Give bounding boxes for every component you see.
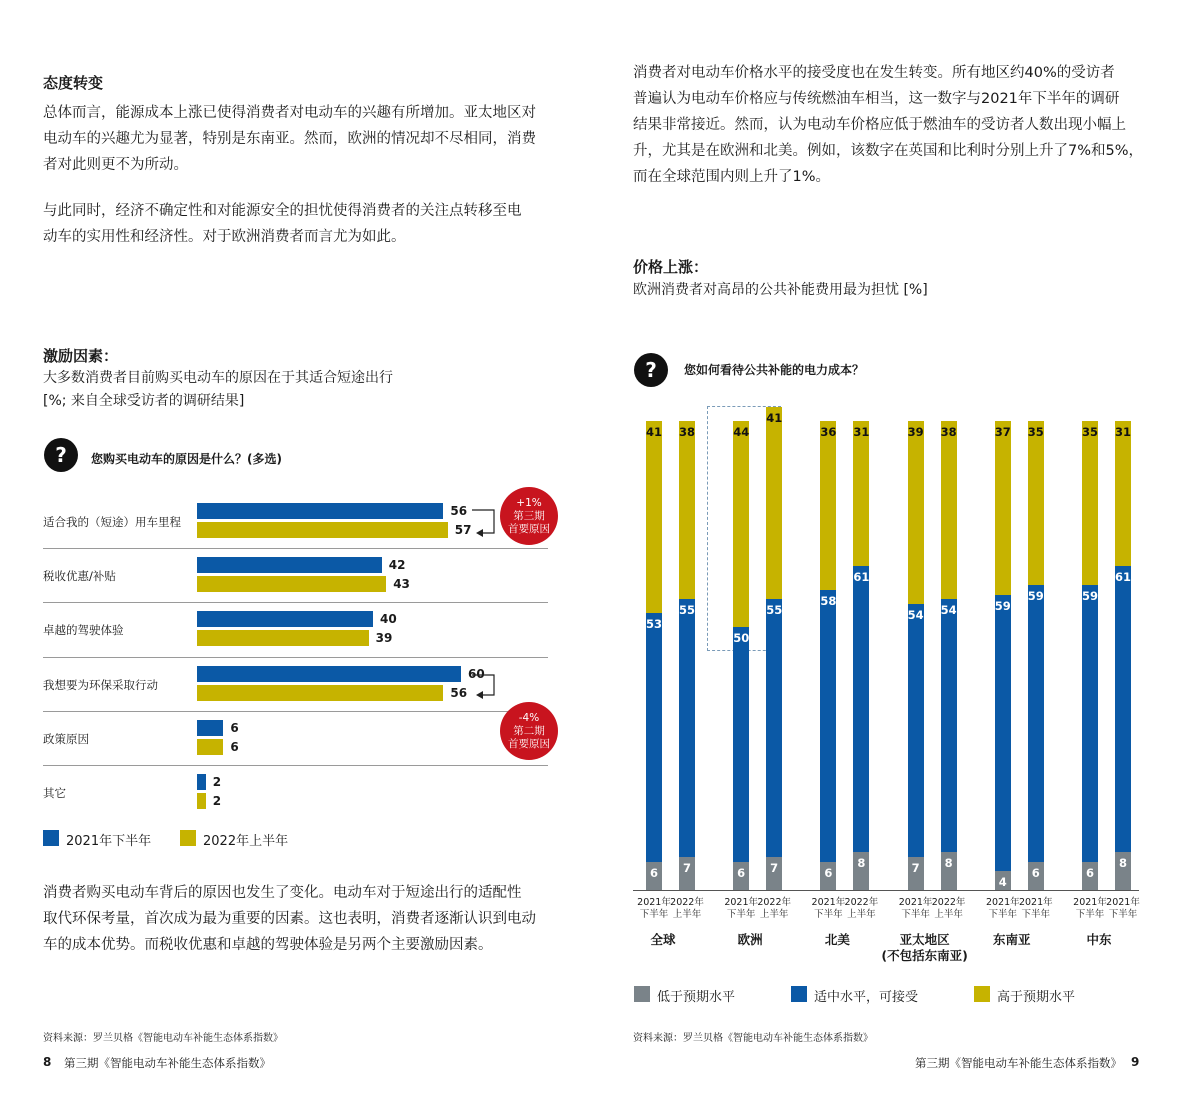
stack-segment xyxy=(820,590,836,862)
subtitle-line: [%; 来自全球受访者的调研结果] xyxy=(43,393,245,409)
stack-segment xyxy=(908,421,924,604)
paragraph-line: 消费者购买电动车背后的原因也发生了变化。电动车对于短途出行的适配性 xyxy=(43,885,522,901)
legend-label-below: 低于预期水平 xyxy=(657,990,736,1005)
bar-value: 40 xyxy=(380,612,397,627)
source-note: 资料来源：罗兰贝格《智能电动车补能生态体系指数》 xyxy=(43,1033,283,1044)
stack-segment xyxy=(1028,585,1044,862)
period-label xyxy=(665,897,709,921)
bar-value: 43 xyxy=(393,577,410,592)
stack-segment xyxy=(1082,421,1098,585)
period-line: 2022年 xyxy=(931,897,966,908)
segment-value: 55 xyxy=(766,603,783,618)
stack-segment xyxy=(766,407,782,599)
stack-segment xyxy=(646,421,662,613)
segment-value: 50 xyxy=(733,631,750,646)
question-icon: ? xyxy=(44,438,78,472)
paragraph-line: 总体而言，能源成本上涨已使得消费者对电动车的兴趣有所增加。亚太地区对 xyxy=(43,105,536,121)
period-line: 2021年 xyxy=(1106,897,1140,908)
period-line: 上半年 xyxy=(847,909,876,920)
paragraph-line: 电动车的兴趣尤为显著，特别是东南亚。然而，欧洲的情况却不尽相同，消费 xyxy=(43,131,536,147)
stack-segment xyxy=(820,421,836,590)
period-line: 下半年 xyxy=(1021,909,1051,920)
segment-value: 31 xyxy=(853,425,870,439)
paragraph-line: 普遍认为电动车价格应与传统燃油车相当，这一数字与2021年下半年的调研 xyxy=(633,91,1120,107)
stack-segment xyxy=(941,421,957,599)
chart-title: 价格上涨： xyxy=(633,258,709,276)
publication-footer: 第三期《智能电动车补能生态体系指数》 xyxy=(64,1056,271,1070)
segment-value: 8 xyxy=(1118,856,1127,871)
segment-value: 53 xyxy=(646,617,663,632)
period-line: 2021年 xyxy=(637,897,671,908)
segment-value: 38 xyxy=(679,425,696,439)
paragraph-line: 与此同时，经济不确定性和对能源安全的担忧使得消费者的关注点转移至电 xyxy=(43,203,522,219)
category-label: 适合我的（短途）用车里程 xyxy=(43,515,181,529)
stack-segment xyxy=(679,599,695,857)
segment-value: 7 xyxy=(682,861,691,876)
paragraph-line: 动车的实用性和经济性。对于欧洲消费者而言尤为如此。 xyxy=(43,229,406,245)
bar-value: 6 xyxy=(230,720,239,735)
segment-value: 58 xyxy=(820,593,837,608)
period-line: 2021年 xyxy=(1073,897,1107,908)
segment-value: 41 xyxy=(646,425,663,439)
period-label xyxy=(927,897,971,921)
stack-segment xyxy=(995,595,1011,872)
paragraph-line: 而在全球范围内则上升了1%。 xyxy=(633,169,831,185)
segment-value: 6 xyxy=(649,865,658,880)
segment-value: 61 xyxy=(853,570,870,585)
stack-segment xyxy=(908,604,924,857)
segment-value: 41 xyxy=(766,410,783,425)
paragraph-line: 取代环保考量，首次成为最为重要的因素。这也表明，消费者逐渐认识到电动 xyxy=(43,911,536,927)
stack-segment xyxy=(1082,585,1098,862)
period-line: 上半年 xyxy=(759,909,789,920)
segment-value: 44 xyxy=(733,425,750,439)
period-label xyxy=(1101,897,1145,921)
bar-value: 42 xyxy=(388,558,406,573)
legend-label-moderate: 适中水平，可接受 xyxy=(814,990,919,1005)
stack-segment xyxy=(766,599,782,857)
period-line: 下半年 xyxy=(639,909,669,920)
period-label xyxy=(752,897,796,921)
period-line: 下半年 xyxy=(901,909,930,920)
segment-value: 35 xyxy=(1082,425,1099,439)
chart-subtitle: 欧洲消费者对高昂的公共补能费用最为担忧 [%] xyxy=(633,282,928,298)
bar-value: 56 xyxy=(450,504,468,518)
section-title: 态度转变 xyxy=(43,74,104,92)
period-line: 2021年 xyxy=(724,897,759,908)
region-line: 北美 xyxy=(824,932,850,947)
period-line: 2021年 xyxy=(898,897,933,908)
legend-label-2022h1: 2022年上半年 xyxy=(203,834,289,849)
segment-value: 36 xyxy=(820,425,837,439)
question-icon: ? xyxy=(634,353,668,387)
segment-value: 6 xyxy=(1031,865,1040,880)
period-line: 下半年 xyxy=(726,909,756,920)
paragraph-line: 升，尤其是在欧洲和北美。例如，该数字在英国和比利时分别上升了7%和5%， xyxy=(633,143,1144,159)
segment-value: 7 xyxy=(911,861,920,876)
legend-label-2021h2: 2021年下半年 xyxy=(66,834,152,849)
badge-label: 首要原因 xyxy=(508,522,550,535)
period-line: 下半年 xyxy=(1075,909,1105,920)
category-label: 卓越的驾驶体验 xyxy=(43,623,124,638)
stack-segment xyxy=(679,421,695,599)
subtitle-line: 大多数消费者目前购买电动车的原因在于其适合短途出行 xyxy=(43,370,393,386)
period-line: 2022年 xyxy=(670,897,704,908)
segment-value: 54 xyxy=(940,603,957,618)
stack-segment xyxy=(733,421,749,627)
region-line: 中东 xyxy=(1086,932,1112,947)
source-note: 资料来源：罗兰贝格《智能电动车补能生态体系指数》 xyxy=(633,1033,873,1044)
bar-value: 6 xyxy=(230,739,239,754)
stack-segment xyxy=(733,627,749,862)
bar-value: 56 xyxy=(450,685,468,700)
bar-value: 60 xyxy=(468,666,485,681)
period-line: 2021年 xyxy=(1018,897,1053,908)
paragraph-line: 车的成本优势。而税收优惠和卓越的驾驶体验是另两个主要激励因素。 xyxy=(43,937,493,953)
badge-change: -4% xyxy=(518,711,540,724)
category-label: 我想要为环保采取行动 xyxy=(43,677,158,692)
badge-label: 首要原因 xyxy=(508,737,550,750)
segment-value: 39 xyxy=(907,425,924,439)
chart-title: 激励因素： xyxy=(43,347,119,365)
period-label xyxy=(1014,897,1058,921)
segment-value: 7 xyxy=(770,861,779,876)
period-line: 上半年 xyxy=(934,909,963,920)
bar-value: 39 xyxy=(375,631,393,646)
period-label xyxy=(839,897,883,921)
legend-swatch-above xyxy=(974,986,990,1002)
period-line: 2022年 xyxy=(844,897,879,908)
segment-value: 6 xyxy=(1085,865,1094,880)
category-label: 其它 xyxy=(43,786,66,800)
survey-question: 您购买电动车的原因是什么？(多选) xyxy=(91,452,282,466)
period-line: 2021年 xyxy=(811,897,846,908)
period-line: 2022年 xyxy=(757,897,792,908)
region-line: 东南亚 xyxy=(993,932,1031,947)
segment-value: 6 xyxy=(737,865,746,880)
bar-value: 2 xyxy=(212,775,222,789)
badge-change: +1% xyxy=(516,496,542,509)
legend-label-above: 高于预期水平 xyxy=(997,990,1076,1005)
segment-value: 59 xyxy=(1027,589,1044,604)
bar-value: 2 xyxy=(212,794,222,808)
segment-value: 35 xyxy=(1027,425,1044,439)
legend-swatch-below xyxy=(634,986,650,1002)
page-number: 8 xyxy=(43,1055,52,1069)
segment-value: 55 xyxy=(679,603,696,618)
segment-value: 37 xyxy=(994,425,1011,439)
stack-segment xyxy=(853,566,869,852)
region-line: 全球 xyxy=(650,932,676,947)
segment-value: 31 xyxy=(1115,425,1132,439)
stack-segment xyxy=(1115,421,1131,566)
stack-segment xyxy=(1028,421,1044,585)
badge-period: 第二期 xyxy=(513,724,545,737)
segment-value: 8 xyxy=(857,856,866,871)
region-line: 亚太地区 xyxy=(899,932,950,947)
page-number: 9 xyxy=(1131,1055,1140,1069)
paragraph-line: 结果非常接近。然而，认为电动车价格应低于燃油车的受访者人数出现小幅上 xyxy=(633,117,1126,133)
segment-value: 4 xyxy=(998,875,1007,890)
region-line: (不包括东南亚) xyxy=(881,948,968,963)
stack-segment xyxy=(995,421,1011,595)
paragraph-line: 消费者对电动车价格水平的接受度也在发生转变。所有地区约40%的受访者 xyxy=(633,65,1115,81)
paragraph-line: 者对此则更不为所动。 xyxy=(43,157,188,173)
stack-segment xyxy=(646,613,662,862)
publication-footer: 第三期《智能电动车补能生态体系指数》 xyxy=(915,1056,1122,1070)
segment-value: 38 xyxy=(940,425,957,439)
segment-value: 59 xyxy=(994,598,1011,613)
segment-value: 54 xyxy=(907,607,924,622)
period-line: 下半年 xyxy=(988,909,1018,920)
x-axis-line xyxy=(633,890,1139,891)
bar-value: 57 xyxy=(454,523,472,537)
segment-value: 6 xyxy=(824,865,833,880)
region-line: 欧洲 xyxy=(737,932,763,947)
segment-value: 59 xyxy=(1082,589,1099,604)
period-line: 下半年 xyxy=(1108,909,1138,920)
category-label: 政策原因 xyxy=(43,731,89,746)
category-label: 税收优惠/补贴 xyxy=(43,569,116,584)
segment-value: 8 xyxy=(944,856,953,871)
segment-value: 61 xyxy=(1115,570,1132,585)
legend-swatch-moderate xyxy=(791,986,807,1002)
period-line: 上半年 xyxy=(672,909,702,920)
survey-question: 您如何看待公共补能的电力成本？ xyxy=(684,363,865,377)
stack-segment xyxy=(941,599,957,852)
stack-segment xyxy=(1115,566,1131,852)
badge-period: 第三期 xyxy=(513,509,545,522)
stack-segment xyxy=(853,421,869,566)
region-label xyxy=(1040,932,1158,948)
period-line: 2021年 xyxy=(985,897,1020,908)
period-line: 下半年 xyxy=(814,909,843,920)
